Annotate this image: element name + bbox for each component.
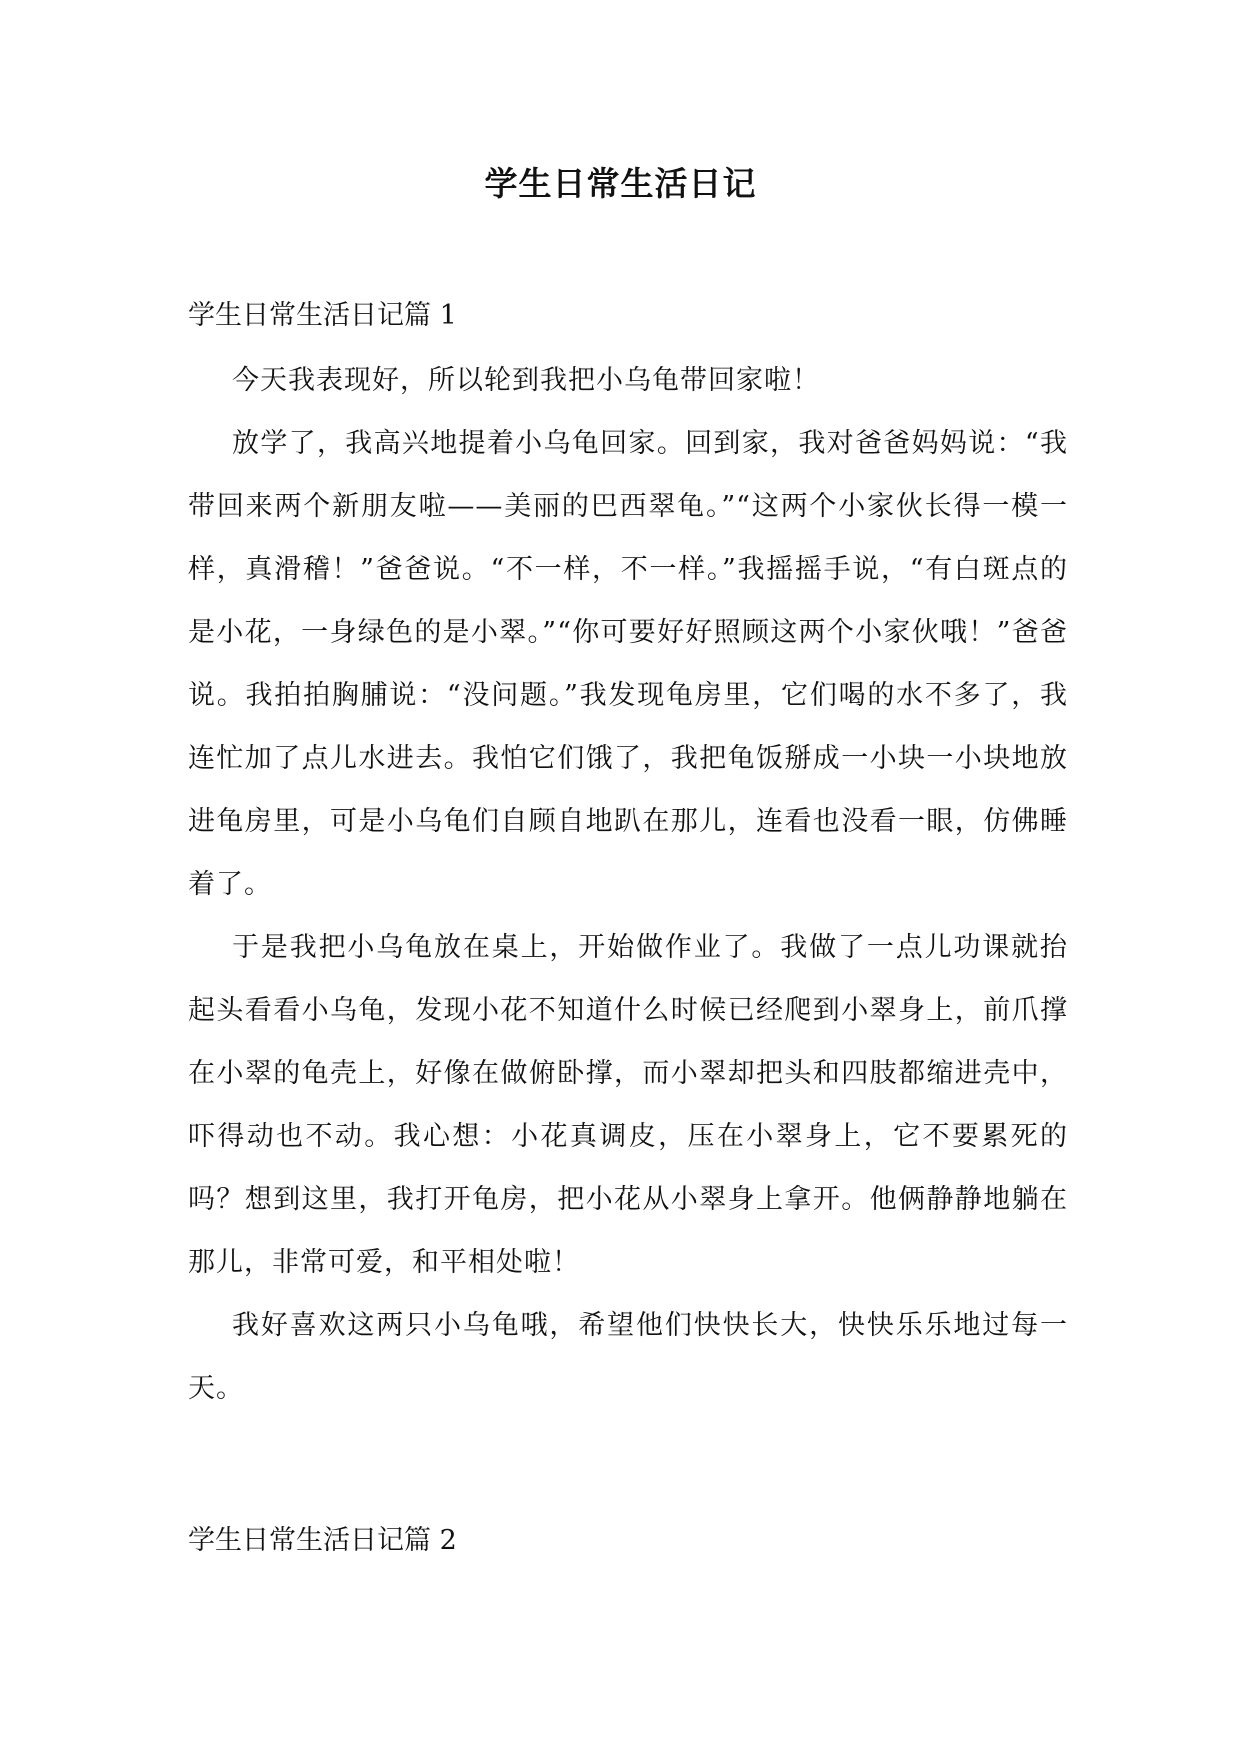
paragraph-2: 放学了，我高兴地提着小乌龟回家。回到家，我对爸爸妈妈说：“我带回来两个新朋友啦——美丽的巴西翠龟。”“这两个小家伙长得一模一样，真滑稽！”爸爸说。“不一样，不一样。”我摇摇手说，“有白斑点的是小花，一身绿色的是小翠。”“你可要好好照顾这两个小家伙哦！”爸爸说。我拍拍胸脯说：“没问题。”我发现龟房里，它们喝的水不多了，我连忙加了点儿水进去。我怕它们饿了，我把龟饭掰成一小块一小块地放进龟房里，可是小乌龟们自顾自地趴在那儿，连看也没看一眼，仿佛睡着了。	[188, 428, 1068, 900]
paragraph-4: 我好喜欢这两只小乌龟哦，希望他们快快长大，快快乐乐地过每一天。	[188, 1310, 1068, 1404]
paragraph-3: 于是我把小乌龟放在桌上，开始做作业了。我做了一点儿功课就抬起头看看小乌龟，发现小花不知道什么时候已经爬到小翠身上，前爪撑在小翠的龟壳上，好像在做俯卧撑，而小翠却把头和四肢都缩进壳中，吓得动也不动。我心想：小花真调皮，压在小翠身上，它不要累死的吗？想到这里，我打开龟房，把小花从小翠身上拿开。他俩静静地躺在那儿，非常可爱，和平相处啦！	[188, 932, 1068, 1278]
paragraph-1: 今天我表现好，所以轮到我把小乌龟带回家啦！	[232, 365, 820, 396]
section-heading-2: 学生日常生活日记篇 2	[188, 1525, 457, 1556]
section-heading-1: 学生日常生活日记篇 1	[188, 300, 457, 331]
page-title: 学生日常生活日记	[484, 164, 757, 203]
